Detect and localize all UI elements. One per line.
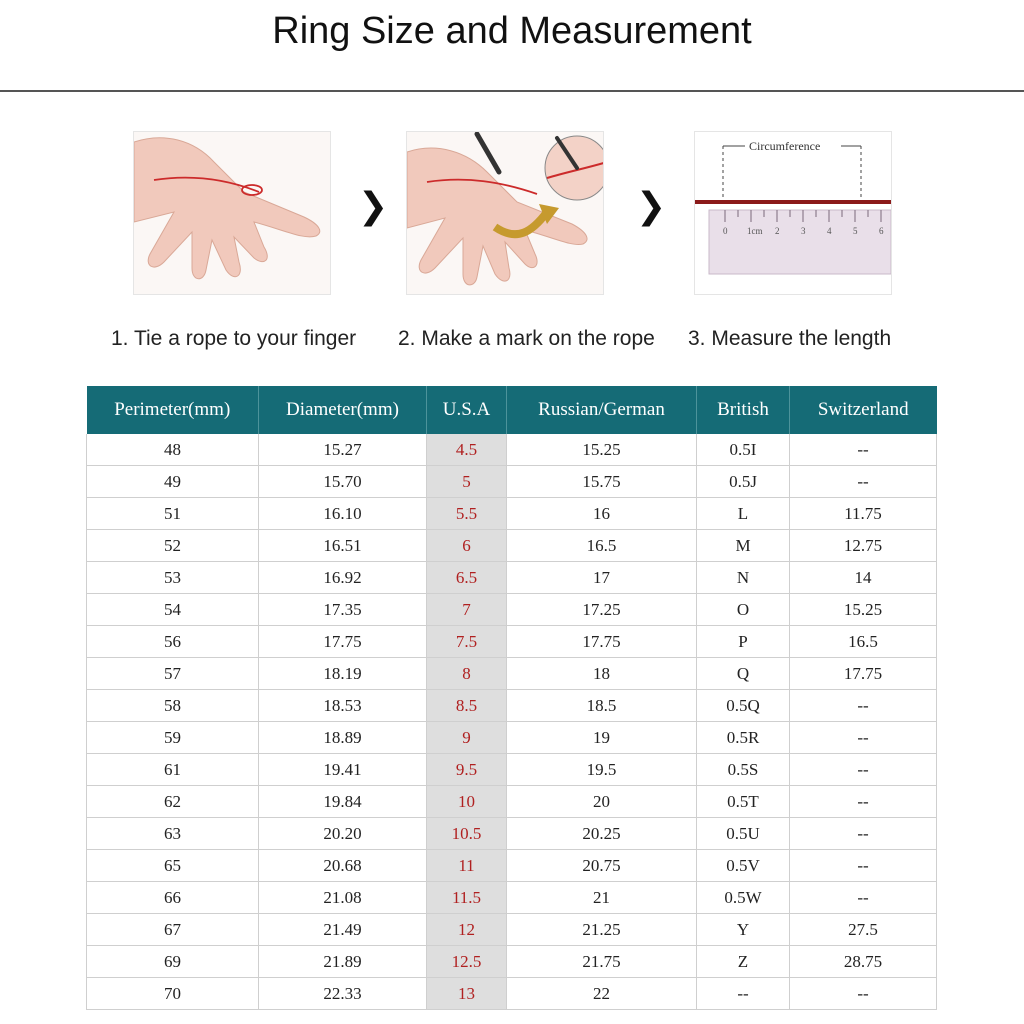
usa-size-cell: 8.5 bbox=[427, 690, 507, 722]
usa-size-cell: 7.5 bbox=[427, 626, 507, 658]
page-title: Ring Size and Measurement bbox=[272, 10, 752, 52]
usa-size-cell: 4.5 bbox=[427, 434, 507, 466]
usa-size-cell: 12 bbox=[427, 914, 507, 946]
table-row bbox=[87, 594, 937, 626]
table-row bbox=[87, 850, 937, 882]
table-row bbox=[87, 466, 937, 498]
perimeter-cell: 53 bbox=[87, 562, 259, 594]
russian-german-cell: 20.25 bbox=[507, 818, 697, 850]
british-cell: 0.5W bbox=[697, 882, 790, 914]
switzerland-cell: -- bbox=[790, 466, 937, 498]
usa-size-cell: 13 bbox=[427, 978, 507, 1010]
perimeter-cell: 65 bbox=[87, 850, 259, 882]
switzerland-cell: -- bbox=[790, 754, 937, 786]
switzerland-cell: -- bbox=[790, 818, 937, 850]
switzerland-cell: 28.75 bbox=[790, 946, 937, 978]
russian-german-cell: 16 bbox=[507, 498, 697, 530]
table-row bbox=[87, 562, 937, 594]
ring-size-table bbox=[86, 386, 937, 1010]
perimeter-cell: 70 bbox=[87, 978, 259, 1010]
diameter-cell: 17.75 bbox=[259, 626, 427, 658]
diameter-cell: 18.89 bbox=[259, 722, 427, 754]
diameter-cell: 21.89 bbox=[259, 946, 427, 978]
perimeter-cell: 59 bbox=[87, 722, 259, 754]
table-row bbox=[87, 978, 937, 1010]
chevron-right-icon: ❯ bbox=[636, 186, 667, 227]
usa-size-cell: 7 bbox=[427, 594, 507, 626]
diameter-cell: 17.35 bbox=[259, 594, 427, 626]
russian-german-cell: 20 bbox=[507, 786, 697, 818]
usa-size-cell: 10 bbox=[427, 786, 507, 818]
column-header-perimeter: Perimeter(mm) bbox=[87, 386, 259, 434]
ruler-tick-5: 5 bbox=[853, 226, 858, 236]
diameter-cell: 21.49 bbox=[259, 914, 427, 946]
table-row bbox=[87, 882, 937, 914]
switzerland-cell: -- bbox=[790, 882, 937, 914]
usa-size-cell: 9 bbox=[427, 722, 507, 754]
step2-label: 2. Make a mark on the rope bbox=[398, 327, 655, 350]
switzerland-cell: 12.75 bbox=[790, 530, 937, 562]
usa-size-cell: 6.5 bbox=[427, 562, 507, 594]
table-row bbox=[87, 434, 937, 466]
perimeter-cell: 69 bbox=[87, 946, 259, 978]
usa-size-cell: 11.5 bbox=[427, 882, 507, 914]
british-cell: 0.5T bbox=[697, 786, 790, 818]
british-cell: 0.5Q bbox=[697, 690, 790, 722]
diameter-cell: 16.10 bbox=[259, 498, 427, 530]
perimeter-cell: 67 bbox=[87, 914, 259, 946]
switzerland-cell: 16.5 bbox=[790, 626, 937, 658]
table-body bbox=[87, 434, 937, 1010]
british-cell: Q bbox=[697, 658, 790, 690]
perimeter-cell: 66 bbox=[87, 882, 259, 914]
step3-ruler-image bbox=[694, 131, 892, 295]
perimeter-cell: 62 bbox=[87, 786, 259, 818]
usa-size-cell: 5.5 bbox=[427, 498, 507, 530]
ruler-tick-1: 1cm bbox=[747, 226, 763, 236]
switzerland-cell: 11.75 bbox=[790, 498, 937, 530]
british-cell: 0.5I bbox=[697, 434, 790, 466]
perimeter-cell: 63 bbox=[87, 818, 259, 850]
british-cell: O bbox=[697, 594, 790, 626]
russian-german-cell: 16.5 bbox=[507, 530, 697, 562]
british-cell: 0.5R bbox=[697, 722, 790, 754]
perimeter-cell: 57 bbox=[87, 658, 259, 690]
title-divider bbox=[0, 90, 1024, 92]
russian-german-cell: 18 bbox=[507, 658, 697, 690]
table-row bbox=[87, 754, 937, 786]
perimeter-cell: 58 bbox=[87, 690, 259, 722]
table-row bbox=[87, 658, 937, 690]
perimeter-cell: 49 bbox=[87, 466, 259, 498]
switzerland-cell: -- bbox=[790, 850, 937, 882]
diameter-cell: 20.20 bbox=[259, 818, 427, 850]
british-cell: 0.5U bbox=[697, 818, 790, 850]
diameter-cell: 21.08 bbox=[259, 882, 427, 914]
switzerland-cell: 17.75 bbox=[790, 658, 937, 690]
chevron-right-icon: ❯ bbox=[358, 186, 389, 227]
switzerland-cell: 14 bbox=[790, 562, 937, 594]
switzerland-cell: 15.25 bbox=[790, 594, 937, 626]
table-row bbox=[87, 818, 937, 850]
british-cell: Y bbox=[697, 914, 790, 946]
perimeter-cell: 54 bbox=[87, 594, 259, 626]
table-row bbox=[87, 498, 937, 530]
russian-german-cell: 15.75 bbox=[507, 466, 697, 498]
usa-size-cell: 12.5 bbox=[427, 946, 507, 978]
diameter-cell: 15.27 bbox=[259, 434, 427, 466]
russian-german-cell: 19.5 bbox=[507, 754, 697, 786]
table-row bbox=[87, 722, 937, 754]
switzerland-cell: -- bbox=[790, 786, 937, 818]
russian-german-cell: 15.25 bbox=[507, 434, 697, 466]
russian-german-cell: 21.75 bbox=[507, 946, 697, 978]
ruler-tick-0: 0 bbox=[723, 226, 728, 236]
table-row bbox=[87, 946, 937, 978]
usa-size-cell: 10.5 bbox=[427, 818, 507, 850]
british-cell: M bbox=[697, 530, 790, 562]
russian-german-cell: 22 bbox=[507, 978, 697, 1010]
diameter-cell: 16.51 bbox=[259, 530, 427, 562]
switzerland-cell: -- bbox=[790, 434, 937, 466]
usa-size-cell: 5 bbox=[427, 466, 507, 498]
diameter-cell: 22.33 bbox=[259, 978, 427, 1010]
usa-size-cell: 11 bbox=[427, 850, 507, 882]
usa-size-cell: 8 bbox=[427, 658, 507, 690]
switzerland-cell: 27.5 bbox=[790, 914, 937, 946]
switzerland-cell: -- bbox=[790, 722, 937, 754]
british-cell: 0.5V bbox=[697, 850, 790, 882]
russian-german-cell: 21.25 bbox=[507, 914, 697, 946]
ruler-tick-2: 2 bbox=[775, 226, 780, 236]
perimeter-cell: 61 bbox=[87, 754, 259, 786]
perimeter-cell: 52 bbox=[87, 530, 259, 562]
column-header-switzerland: Switzerland bbox=[790, 386, 937, 434]
diameter-cell: 18.53 bbox=[259, 690, 427, 722]
table-header-row bbox=[87, 386, 937, 434]
ruler-tick-6: 6 bbox=[879, 226, 884, 236]
table-row bbox=[87, 530, 937, 562]
perimeter-cell: 56 bbox=[87, 626, 259, 658]
usa-size-cell: 9.5 bbox=[427, 754, 507, 786]
step1-hand-image bbox=[133, 131, 331, 295]
british-cell: 0.5S bbox=[697, 754, 790, 786]
step2-hand-pen-image bbox=[406, 131, 604, 295]
diameter-cell: 15.70 bbox=[259, 466, 427, 498]
diameter-cell: 20.68 bbox=[259, 850, 427, 882]
table-row bbox=[87, 786, 937, 818]
ruler-tick-4: 4 bbox=[827, 226, 832, 236]
table-row bbox=[87, 914, 937, 946]
perimeter-cell: 51 bbox=[87, 498, 259, 530]
russian-german-cell: 17.75 bbox=[507, 626, 697, 658]
british-cell: P bbox=[697, 626, 790, 658]
russian-german-cell: 17.25 bbox=[507, 594, 697, 626]
table-row bbox=[87, 626, 937, 658]
perimeter-cell: 48 bbox=[87, 434, 259, 466]
russian-german-cell: 20.75 bbox=[507, 850, 697, 882]
column-header-russian-german: Russian/German bbox=[507, 386, 697, 434]
british-cell: -- bbox=[697, 978, 790, 1010]
russian-german-cell: 21 bbox=[507, 882, 697, 914]
column-header-usa: U.S.A bbox=[427, 386, 507, 434]
switzerland-cell: -- bbox=[790, 978, 937, 1010]
table-row bbox=[87, 690, 937, 722]
russian-german-cell: 19 bbox=[507, 722, 697, 754]
column-header-british: British bbox=[697, 386, 790, 434]
ruler-tick-3: 3 bbox=[801, 226, 806, 236]
british-cell: 0.5J bbox=[697, 466, 790, 498]
diameter-cell: 16.92 bbox=[259, 562, 427, 594]
russian-german-cell: 18.5 bbox=[507, 690, 697, 722]
british-cell: Z bbox=[697, 946, 790, 978]
step1-label: 1. Tie a rope to your finger bbox=[111, 327, 357, 350]
diameter-cell: 18.19 bbox=[259, 658, 427, 690]
column-header-diameter: Diameter(mm) bbox=[259, 386, 427, 434]
usa-size-cell: 6 bbox=[427, 530, 507, 562]
british-cell: L bbox=[697, 498, 790, 530]
switzerland-cell: -- bbox=[790, 690, 937, 722]
british-cell: N bbox=[697, 562, 790, 594]
diameter-cell: 19.84 bbox=[259, 786, 427, 818]
diameter-cell: 19.41 bbox=[259, 754, 427, 786]
russian-german-cell: 17 bbox=[507, 562, 697, 594]
step3-label: 3. Measure the length bbox=[688, 327, 892, 350]
circumference-label: Circumference bbox=[749, 139, 821, 153]
